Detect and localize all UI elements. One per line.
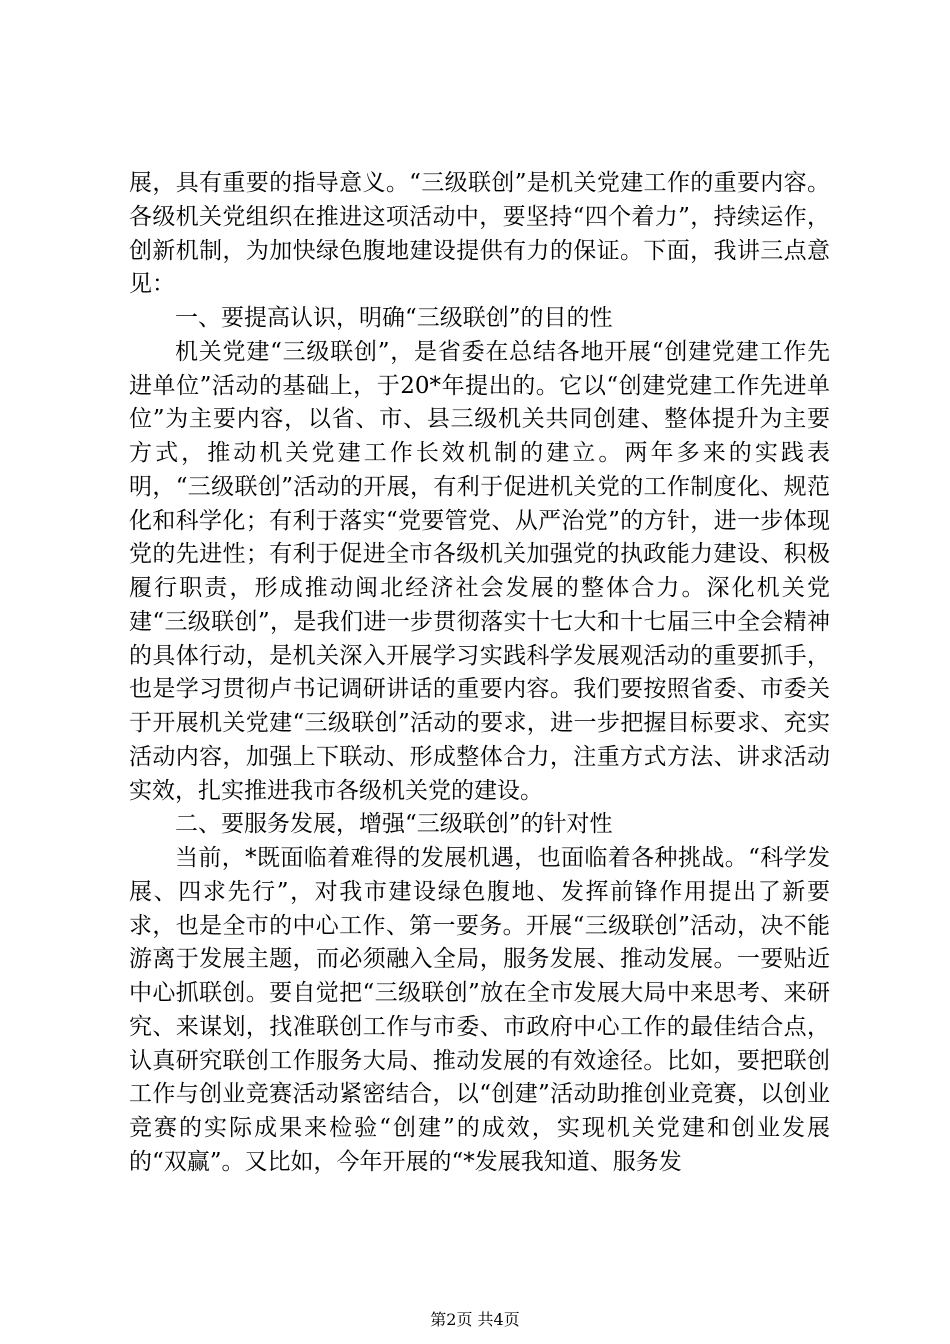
paragraph-section-1: 机关党建“三级联创”，是省委在总结各地开展“创建党建工作先进单位”活动的基础上，于20*年提出的。它以“创建党建工作先进单位”为主要内容，以省、市、县三级机关共同创建、整体提升为主要方式，推动机关党建工作长效机制的建立。两年多来的实践表明，“三级联创”活动的开展，有利于促进机关党的工作制度化、规范化和科学化；有利于落实“党要管党、从严治党”的方针，进一步体现党的先进性；有利于促进全市各级机关加强党的执政能力建设、积极履行职责，形成推动闽北经济社会发展的整体合力。深化机关党建“三级联创”，是我们进一步贯彻落实十七大和十七届三中全会精神的具体行动，是机关深入开展学习实践科学发展观活动的重要抓手，也是学习贯彻卢书记调研讲话的重要内容。我们要按照省委、市委关于开展机关党建“三级联创”活动的要求，进一步把握目标要求、充实活动内容，加强上下联动、形成整体合力，注重方式方法、讲求活动实效，扎实推进我市各级机关党的建设。 — [129, 338, 830, 804]
paragraph-continuation: 展，具有重要的指导意义。“三级联创”是机关党建工作的重要内容。各级机关党组织在推进这项活动中，要坚持“四个着力”，持续运作，创新机制，为加快绿色腹地建设提供有力的保证。下面，我讲三点意见： — [129, 170, 830, 298]
page-footer: 第2页 共4页 — [430, 1310, 520, 1329]
body-text — [129, 167, 830, 1180]
paragraph-section-2: 当前，*既面临着难得的发展机遇，也面临着各种挑战。“科学发展、四求先行”，对我市建设绿色腹地、发挥前锋作用提出了新要求，也是全市的中心工作、第一要务。开展“三级联创”活动，决不能游离于发展主题，而必须融入全局，服务发展、推动发展。一要贴近中心抓联创。要自觉把“三级联创”放在全市发展大局中来思考、来研究、来谋划，找准联创工作与市委、市政府中心工作的最佳结合点，认真研究联创工作服务大局、推动发展的有效途径。比如，要把联创工作与创业竞赛活动紧密结合，以“创建”活动助推创业竞赛，以创业竞赛的实际成果来检验“创建”的成效，实现机关党建和创业发展的“双赢”。又比如，今年开展的“*发展我知道、服务发 — [129, 845, 830, 1175]
section-heading-2: 二、要服务发展，增强“三级联创”的针对性 — [175, 811, 613, 838]
section-heading-1: 一、要提高认识，明确“三级联创”的目的性 — [175, 305, 613, 331]
